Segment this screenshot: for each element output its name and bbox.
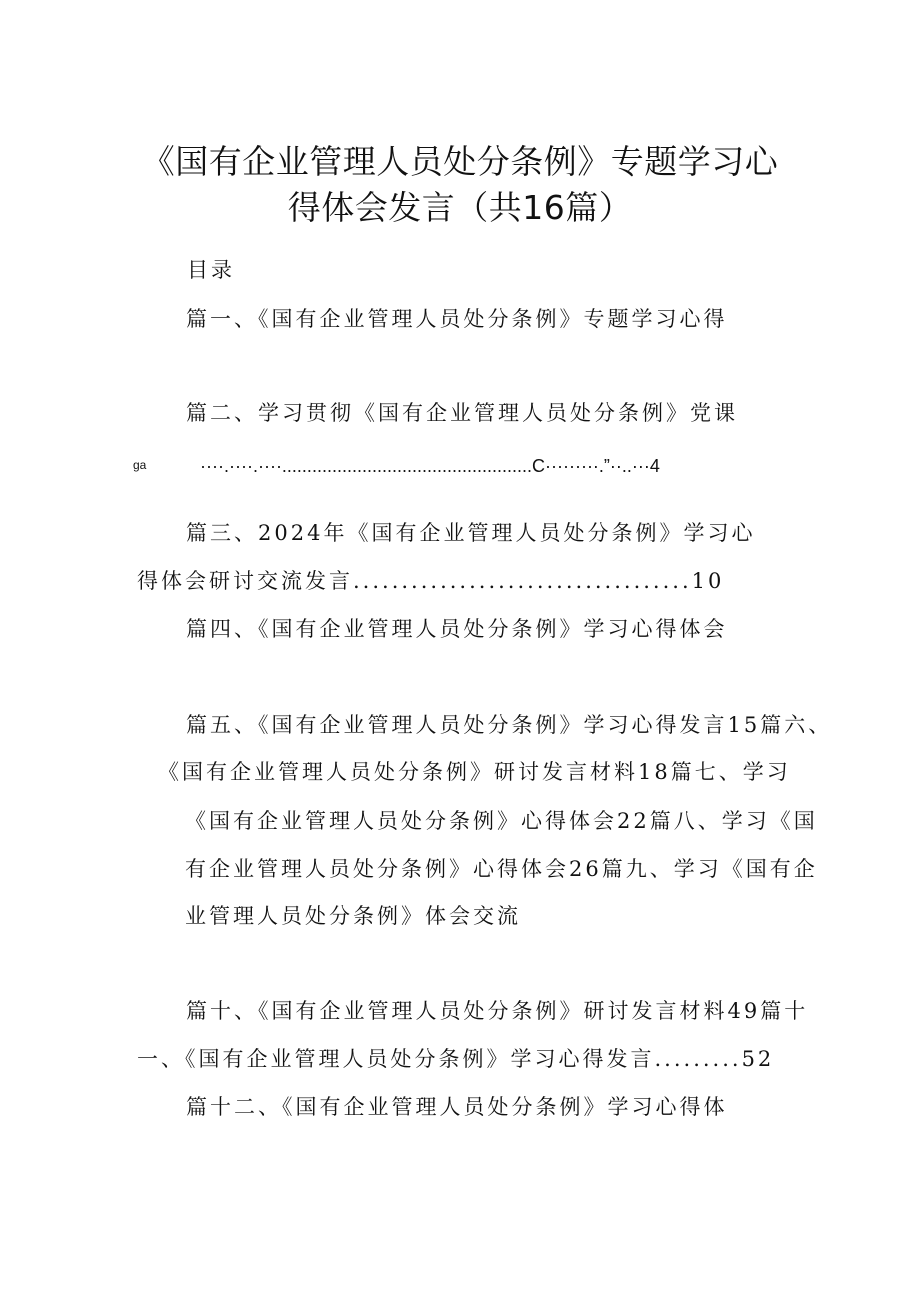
toc-entry-8: 有企业管理人员处分条例》心得体会26篇九、学习《国有企 (185, 857, 818, 881)
toc-entry-3: 篇三、2024年《国有企业管理人员处分条例》学习心 (186, 521, 756, 545)
toc-entry-4: 篇四、《国有企业管理人员处分条例》学习心得体会 (186, 617, 728, 641)
toc-entry-12: 篇十二、《国有企业管理人员处分条例》学习心得体 (186, 1095, 728, 1119)
toc-leader-2: ····.····.····..................................................C·········.”··..···4 (200, 456, 660, 476)
toc-entry-7: 《国有企业管理人员处分条例》心得体会22篇八、学习《国 (185, 809, 818, 833)
toc-entry-6: 《国有企业管理人员处分条例》研讨发言材料18篇七、学习 (158, 760, 791, 784)
document-title-line-2: 得体会发言（共16篇） (287, 188, 633, 227)
toc-entry-2: 篇二、学习贯彻《国有企业管理人员处分条例》党课 (186, 401, 738, 425)
toc-entry-1: 篇一、《国有企业管理人员处分条例》专题学习心得 (186, 307, 728, 331)
toc-entry-3-cont: 得体会研讨交流发言...................................10 (137, 569, 725, 593)
stray-mark: ga (133, 458, 147, 472)
toc-entry-5: 篇五、《国有企业管理人员处分条例》学习心得发言15篇六、 (186, 713, 833, 737)
toc-entry-9: 业管理人员处分条例》体会交流 (185, 904, 521, 928)
toc-entry-10: 篇十、《国有企业管理人员处分条例》研讨发言材料49篇十 (186, 999, 809, 1023)
document-title-line-1: 《国有企业管理人员处分条例》专题学习心 (141, 142, 779, 181)
toc-heading: 目录 (187, 258, 235, 282)
toc-entry-11: 一、《国有企业管理人员处分条例》学习心得发言.........52 (137, 1047, 775, 1071)
